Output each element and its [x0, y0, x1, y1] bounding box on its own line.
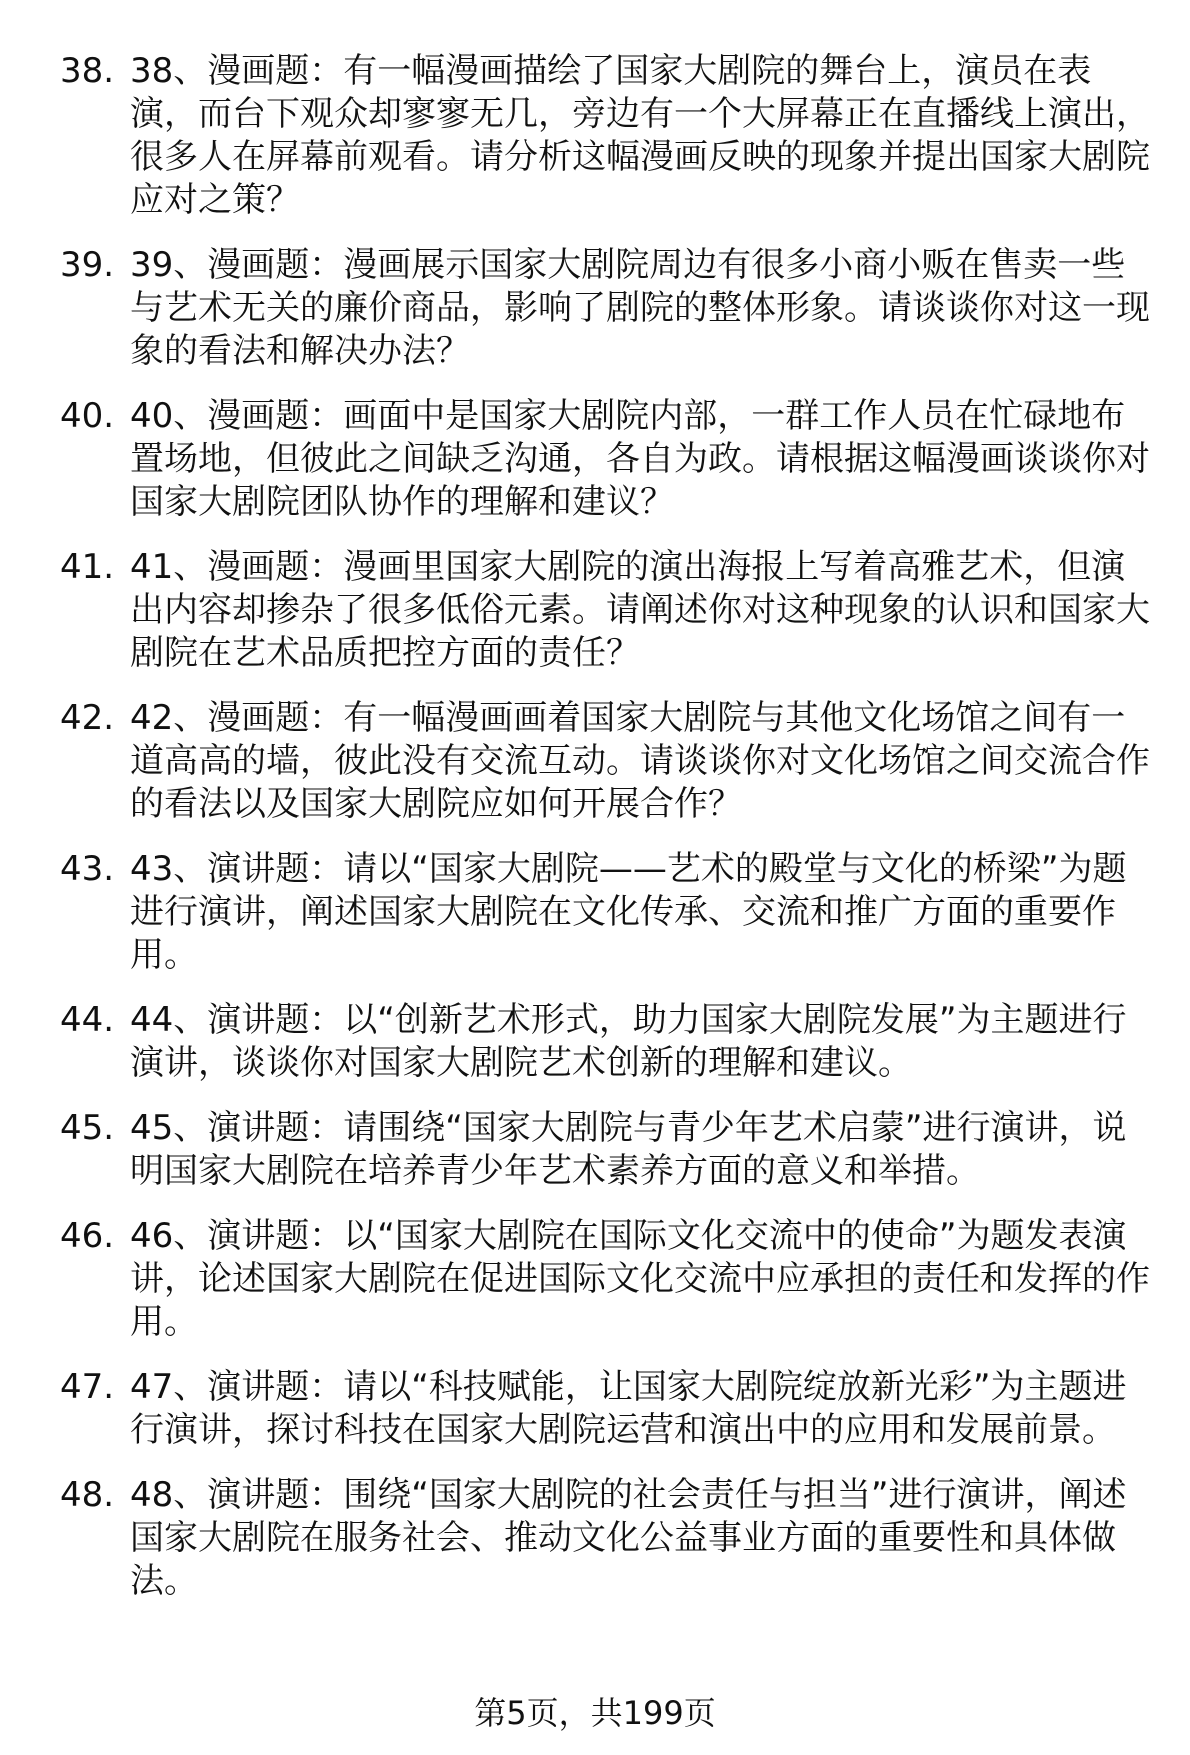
question-text: 41、漫画题：漫画里国家大剧院的演出海报上写着高雅艺术，但演出内容却掺杂了很多低俗元素。请阐述你对这种现象的认识和国家大剧院在艺术品质把控方面的责任？ — [130, 547, 1150, 673]
question-text: 44、演讲题：以“创新艺术形式，助力国家大剧院发展”为主题进行演讲，谈谈你对国家大剧院艺术创新的理解和建议。 — [130, 1000, 1127, 1083]
question-text: 47、演讲题：请以“科技赋能，让国家大剧院绽放新光彩”为主题进行演讲，探讨科技在国家大剧院运营和演出中的应用和发展前景。 — [130, 1367, 1127, 1450]
question-number: 44. — [60, 1000, 115, 1040]
question-text: 48、演讲题：围绕“国家大剧院的社会责任与担当”进行演讲，阐述国家大剧院在服务社会、推动文化公益事业方面的重要性和具体做法。 — [130, 1475, 1127, 1601]
question-number: 38. — [60, 51, 115, 91]
question-text: 46、演讲题：以“国家大剧院在国际文化交流中的使命”为题发表演讲，论述国家大剧院在促进国际文化交流中应承担的责任和发挥的作用。 — [130, 1216, 1150, 1342]
question-number: 46. — [60, 1216, 115, 1256]
question-item — [60, 1474, 1150, 1603]
question-item — [60, 50, 1150, 222]
question-number: 41. — [60, 547, 115, 587]
question-item — [60, 395, 1150, 524]
question-number: 42. — [60, 698, 115, 738]
question-number: 39. — [60, 245, 115, 285]
question-item — [60, 244, 1150, 373]
question-item — [60, 546, 1150, 675]
question-text: 40、漫画题：画面中是国家大剧院内部，一群工作人员在忙碌地布置场地，但彼此之间缺乏沟通，各自为政。请根据这幅漫画谈谈你对国家大剧院团队协作的理解和建议？ — [130, 396, 1150, 522]
question-text: 45、演讲题：请围绕“国家大剧院与青少年艺术启蒙”进行演讲，说明国家大剧院在培养青少年艺术素养方面的意义和举措。 — [130, 1108, 1127, 1191]
question-number: 48. — [60, 1475, 115, 1515]
question-text: 43、演讲题：请以“国家大剧院——艺术的殿堂与文化的桥梁”为题进行演讲，阐述国家大剧院在文化传承、交流和推广方面的重要作用。 — [130, 849, 1127, 975]
question-number: 45. — [60, 1108, 115, 1148]
question-item — [60, 1107, 1150, 1193]
question-item — [60, 1366, 1150, 1452]
question-list — [60, 50, 1150, 1625]
question-text: 38、漫画题：有一幅漫画描绘了国家大剧院的舞台上，演员在表演，而台下观众却寥寥无几，旁边有一个大屏幕正在直播线上演出，很多人在屏幕前观看。请分析这幅漫画反映的现象并提出国家大剧院应对之策？ — [130, 51, 1150, 220]
question-number: 43. — [60, 849, 115, 889]
question-item — [60, 999, 1150, 1085]
question-number: 47. — [60, 1367, 115, 1407]
question-text: 42、漫画题：有一幅漫画画着国家大剧院与其他文化场馆之间有一道高高的墙，彼此没有交流互动。请谈谈你对文化场馆之间交流合作的看法以及国家大剧院应如何开展合作？ — [130, 698, 1150, 824]
question-item — [60, 1215, 1150, 1344]
question-item — [60, 697, 1150, 826]
question-text: 39、漫画题：漫画展示国家大剧院周边有很多小商小贩在售卖一些与艺术无关的廉价商品，影响了剧院的整体形象。请谈谈你对这一现象的看法和解决办法？ — [130, 245, 1150, 371]
question-item — [60, 848, 1150, 977]
question-number: 40. — [60, 396, 115, 436]
page-number-footer: 第5页，共199页 — [474, 1694, 716, 1732]
